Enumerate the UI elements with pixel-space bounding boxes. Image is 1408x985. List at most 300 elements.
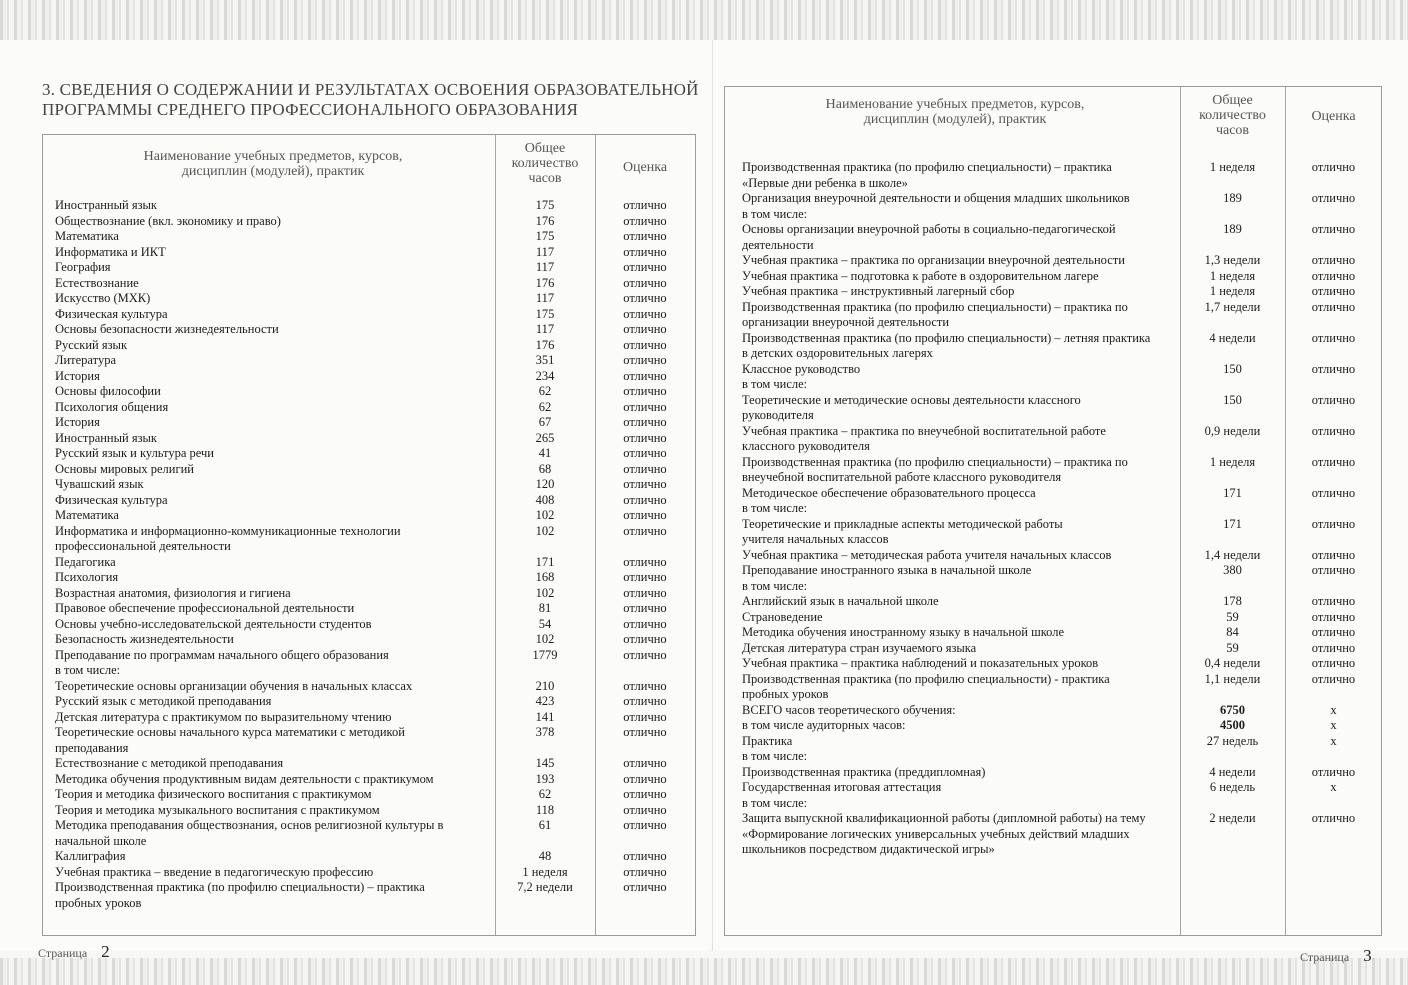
subject-name: История: [55, 368, 100, 383]
grade-cell: отлично: [623, 244, 667, 259]
table-row: [725, 191, 1379, 207]
scan-edge-bottom: [0, 958, 1408, 985]
table-row: [43, 384, 693, 400]
grade-cell: отлично: [623, 446, 667, 460]
table-row: [43, 214, 693, 230]
grade-cell: отлично: [623, 213, 667, 228]
hours-cell: 178: [1223, 594, 1242, 608]
subject-name: ВСЕГО часов теоретического обучения:: [742, 702, 956, 717]
table-row: [43, 818, 693, 834]
subject-name: Педагогика: [55, 554, 116, 569]
subject-name: Психология общения: [55, 399, 169, 414]
table-row: [43, 756, 693, 772]
header-grade: Оценка: [1311, 109, 1356, 124]
subject-name: Русский язык с методикой преподавания: [55, 694, 272, 708]
hours-cell: 68: [538, 461, 552, 476]
subject-name: Учебная практика – практика наблюдений и показательных уроков: [742, 656, 1099, 670]
subject-name: Учебная практика – практика по организации внеурочной деятельности: [742, 253, 1125, 267]
hours-cell: 118: [535, 802, 555, 817]
subject-name: Преподавание по программам начального общего образования: [55, 647, 389, 662]
subject-name: Теоретические и методические основы деятельности классного: [742, 392, 1081, 407]
subjects-table-right: [724, 86, 1382, 936]
subject-name: Практика: [742, 733, 793, 748]
table-row: [725, 222, 1379, 238]
table-row: [43, 617, 693, 633]
grade-cell: отлично: [623, 570, 667, 584]
grade-cell: отлично: [623, 306, 667, 321]
grade-cell: отлично: [623, 477, 667, 491]
table-row: [43, 555, 693, 571]
hours-cell: 1,1 недели: [1204, 671, 1261, 686]
grade-cell: отлично: [623, 368, 667, 383]
subject-name: в том числе:: [742, 578, 808, 593]
subject-name: Преподавание иностранного языка в начальной школе: [742, 563, 1032, 577]
table-row: [43, 648, 693, 664]
subject-name: Правовое обеспечение профессиональной деятельности: [55, 601, 355, 615]
subject-name: Методика обучения продуктивным видам деятельности с практикумом: [55, 771, 434, 786]
page-number-right: [1300, 946, 1372, 966]
table-row: [43, 849, 693, 865]
grade-cell: отлично: [623, 198, 667, 212]
hours-cell: 7,2 недели: [517, 880, 573, 894]
subject-name: Психология: [55, 570, 119, 584]
hours-cell: 175: [535, 198, 555, 212]
header-hours: Общее количество часов: [511, 141, 579, 186]
subject-name: Методика преподавания обществознания, основ религиозной культуры в: [55, 818, 444, 832]
header-name: Наименование учебных предметов, курсов, дисциплин (модулей), практик: [825, 97, 1085, 127]
hours-cell: 27 недель: [1206, 733, 1259, 748]
table-row: [725, 346, 1379, 362]
grade-cell: отлично: [623, 415, 667, 429]
subject-name: Математика: [55, 229, 119, 243]
grade-cell: отлично: [1311, 268, 1356, 283]
table-row: [725, 362, 1379, 378]
grade-cell: отлично: [623, 260, 667, 274]
grade-cell: отлично: [623, 818, 667, 832]
grade-cell: отлично: [623, 492, 667, 507]
table-row: [725, 439, 1379, 455]
hours-cell: 1779: [532, 647, 558, 662]
grade-cell: отлично: [623, 337, 667, 352]
hours-cell: 1,7 недели: [1204, 299, 1261, 314]
hours-cell: 176: [535, 275, 555, 290]
table-row: [43, 245, 693, 261]
table-row: [725, 811, 1379, 827]
table-row: [43, 276, 693, 292]
table-row: [43, 787, 693, 803]
table-row: [43, 741, 693, 757]
grade-cell: отлично: [1311, 625, 1356, 639]
table-row: [725, 408, 1379, 424]
hours-cell: 1 неделя: [1209, 268, 1256, 283]
subject-name: начальной школе: [55, 833, 147, 848]
grade-cell: отлично: [623, 399, 667, 414]
table-row: [725, 734, 1379, 750]
subject-name: преподавания: [55, 740, 129, 755]
hours-cell: 171: [1223, 485, 1242, 500]
grade-cell: отлично: [623, 430, 667, 445]
grade-cell: отлично: [623, 849, 667, 863]
table-row: [725, 563, 1379, 579]
hours-cell: 59: [1226, 609, 1239, 624]
table-row: [725, 625, 1379, 641]
subject-name: Естествознание с методикой преподавания: [55, 756, 284, 770]
subject-name: Учебная практика – инструктивный лагерный сбор: [742, 284, 1015, 298]
table-row: [725, 641, 1379, 657]
page-num: 2: [101, 942, 110, 961]
grade-cell: отлично: [623, 523, 667, 538]
grade-cell: отлично: [1311, 563, 1356, 577]
table-row: [725, 470, 1379, 486]
hours-cell: 265: [535, 430, 555, 445]
grade-cell: x: [1330, 733, 1337, 748]
table-row: [43, 725, 693, 741]
subject-name: Английский язык в начальной школе: [742, 594, 939, 608]
table-row: [43, 508, 693, 524]
page-label: Страница: [1300, 950, 1350, 964]
subject-name: Основы мировых религий: [55, 461, 194, 476]
table-row: [43, 462, 693, 478]
grade-cell: отлично: [1311, 253, 1356, 267]
table-row: [725, 594, 1379, 610]
table-row: [43, 322, 693, 338]
subject-name: Иностранный язык: [55, 198, 157, 212]
grade-cell: отлично: [1311, 594, 1356, 608]
table-row: [725, 842, 1379, 858]
table-row: [43, 710, 693, 726]
table-row: [725, 517, 1379, 533]
subject-name: Производственная практика (по профилю специальности) - практика: [742, 671, 1110, 686]
grade-cell: отлично: [1311, 299, 1356, 314]
hours-cell: 117: [535, 322, 555, 336]
grade-cell: отлично: [1311, 191, 1356, 205]
subject-name: организации внеурочной деятельности: [742, 315, 950, 329]
hours-cell: 48: [538, 849, 552, 863]
hours-cell: 175: [535, 229, 555, 243]
table-row: [725, 765, 1379, 781]
table-row: [43, 803, 693, 819]
subject-name: пробных уроков: [55, 895, 142, 910]
hours-cell: 150: [1223, 361, 1242, 376]
hours-cell: 0,4 недели: [1204, 656, 1261, 670]
grade-cell: отлично: [623, 864, 667, 879]
grade-cell: отлично: [623, 275, 667, 290]
hours-cell: 145: [535, 756, 555, 770]
hours-cell: 102: [535, 508, 555, 522]
table-row: [725, 486, 1379, 502]
table-row: [725, 796, 1379, 812]
table-row: [725, 532, 1379, 548]
hours-cell: 4 недели: [1209, 330, 1256, 345]
hours-cell: 4500: [1220, 718, 1245, 732]
grade-cell: отлично: [623, 880, 667, 894]
grade-cell: отлично: [623, 616, 667, 631]
hours-cell: 408: [535, 492, 555, 507]
subject-name: Теоретические основы организации обучения в начальных классах: [55, 678, 413, 693]
table-row: [725, 300, 1379, 316]
subject-name: Классное руководство: [742, 361, 861, 376]
subject-name: Производственная практика (по профилю специальности) – практика по: [742, 299, 1128, 314]
grade-cell: отлично: [623, 229, 667, 243]
table-row: [43, 570, 693, 586]
table-row: [43, 663, 693, 679]
table-row: [725, 207, 1379, 223]
hours-cell: 102: [535, 585, 555, 600]
table-row: [725, 548, 1379, 564]
hours-cell: 193: [535, 771, 555, 786]
page-num: 3: [1363, 946, 1372, 965]
subject-name: школьников посредством дидактической игры»: [742, 842, 995, 856]
header-hours: Общее количество часов: [1199, 93, 1266, 138]
hours-cell: 189: [1223, 222, 1242, 236]
table-row: [725, 656, 1379, 672]
hours-cell: 168: [535, 570, 555, 584]
grade-cell: отлично: [623, 353, 667, 367]
hours-cell: 351: [535, 353, 555, 367]
table-row: [43, 307, 693, 323]
hours-cell: 117: [535, 244, 555, 259]
table-row: [43, 772, 693, 788]
hours-cell: 189: [1223, 191, 1242, 205]
subject-name: Учебная практика – введение в педагогическую профессию: [55, 864, 374, 879]
subject-name: в том числе аудиторных часов:: [742, 718, 906, 732]
table-row: [43, 880, 693, 896]
hours-cell: 380: [1223, 563, 1242, 577]
section-title: 3. СВЕДЕНИЯ О СОДЕРЖАНИИ И РЕЗУЛЬТАТАХ ОСВОЕНИЯ ОБРАЗОВАТЕЛЬНОЙ ПРОГРАММЫ СРЕДНЕГО ПРОФЕССИОНАЛЬНОГО ОБРАЗОВАНИЯ: [42, 80, 699, 119]
subject-name: Производственная практика (по профилю специальности) – практика по: [742, 454, 1128, 469]
table-row: [725, 780, 1379, 796]
grade-cell: отлично: [623, 678, 667, 693]
hours-cell: 1 неделя: [522, 864, 568, 879]
subject-name: Физическая культура: [55, 306, 168, 321]
table-row: [725, 579, 1379, 595]
header-name: Наименование учебных предметов, курсов, дисциплин (модулей), практик: [143, 149, 403, 179]
hours-cell: 62: [538, 399, 552, 414]
subject-name: в том числе:: [742, 795, 808, 810]
subject-name: Методика обучения иностранному языку в начальной школе: [742, 625, 1065, 639]
subject-name: Каллиграфия: [55, 849, 126, 863]
hours-cell: 62: [538, 384, 552, 398]
subject-name: Математика: [55, 508, 119, 522]
hours-cell: 59: [1226, 640, 1239, 655]
grade-cell: отлично: [1311, 284, 1356, 298]
grade-cell: отлично: [1311, 485, 1356, 500]
subject-name: Естествознание: [55, 275, 139, 290]
subject-name: Государственная итоговая аттестация: [742, 780, 942, 794]
grade-cell: отлично: [1311, 160, 1356, 174]
grade-cell: отлично: [623, 756, 667, 770]
hours-cell: 117: [535, 291, 555, 305]
table-row: [43, 369, 693, 385]
hours-cell: 81: [538, 601, 552, 615]
hours-cell: 234: [535, 368, 555, 383]
grade-cell: отлично: [1311, 392, 1356, 407]
subject-name: Физическая культура: [55, 492, 168, 507]
table-row: [43, 400, 693, 416]
table-row: [43, 198, 693, 214]
grade-cell: отлично: [1311, 671, 1356, 686]
table-row: [43, 896, 693, 912]
hours-cell: 120: [535, 477, 555, 491]
subject-name: Безопасность жизнедеятельности: [55, 632, 234, 646]
hours-cell: 6 недель: [1209, 780, 1256, 794]
grade-cell: отлично: [623, 771, 667, 786]
subject-name: пробных уроков: [742, 687, 829, 701]
subject-name: «Первые дни ребенка в школе»: [742, 175, 908, 190]
hours-cell: 54: [538, 616, 552, 631]
table-row: [43, 601, 693, 617]
hours-cell: 176: [535, 337, 555, 352]
grade-cell: отлично: [1311, 656, 1356, 670]
table-row: [725, 672, 1379, 688]
grade-cell: отлично: [1311, 640, 1356, 655]
subject-name: Чувашский язык: [55, 477, 144, 491]
hours-cell: 1 неделя: [1209, 160, 1256, 174]
grade-cell: отлично: [623, 322, 667, 336]
subject-name: Основы учебно-исследовательской деятельности студентов: [55, 616, 372, 631]
table-row: [43, 338, 693, 354]
hours-cell: 2 недели: [1209, 811, 1256, 825]
table-row: [725, 718, 1379, 734]
hours-cell: 141: [535, 709, 555, 724]
subject-name: Теория и методика музыкального воспитания с практикумом: [55, 802, 380, 817]
subject-name: «Формирование логических универсальных учебных действий младших: [742, 826, 1130, 841]
table-row: [43, 477, 693, 493]
table-row: [725, 160, 1379, 176]
hours-cell: 4 недели: [1209, 764, 1256, 779]
subject-name: в том числе:: [55, 663, 121, 677]
subject-name: Теория и методика физического воспитания с практикумом: [55, 787, 372, 801]
subject-name: в том числе:: [742, 501, 808, 515]
grade-cell: отлично: [623, 694, 667, 708]
grade-cell: отлично: [623, 787, 667, 801]
subject-name: Производственная практика (по профилю специальности) – практика: [742, 160, 1112, 174]
header-grade: Оценка: [622, 160, 668, 175]
subject-name: Информатика и ИКТ: [55, 244, 166, 259]
subject-name: История: [55, 415, 100, 429]
table-row: [43, 865, 693, 881]
table-row: [43, 539, 693, 555]
hours-cell: 102: [535, 632, 555, 646]
grade-cell: x: [1330, 702, 1337, 717]
hours-cell: 84: [1226, 625, 1239, 639]
table-row: [725, 501, 1379, 517]
table-row: [43, 446, 693, 462]
subject-name: в том числе:: [742, 377, 808, 391]
table-row: [43, 431, 693, 447]
table-row: [725, 703, 1379, 719]
table-row: [43, 694, 693, 710]
subject-name: Учебная практика – методическая работа учителя начальных классов: [742, 547, 1112, 562]
table-row: [725, 455, 1379, 471]
subject-name: Методическое обеспечение образовательного процесса: [742, 485, 1036, 500]
table-row: [725, 269, 1379, 285]
subject-name: деятельности: [742, 237, 814, 252]
hours-cell: 6750: [1220, 702, 1245, 717]
page-number-left: [38, 942, 110, 962]
grade-cell: отлично: [1311, 454, 1356, 469]
grade-cell: отлично: [623, 554, 667, 569]
table-row: [43, 586, 693, 602]
grade-cell: отлично: [623, 647, 667, 662]
grade-cell: отлично: [623, 725, 667, 739]
subject-name: Иностранный язык: [55, 430, 157, 445]
hours-cell: 117: [535, 260, 555, 274]
grade-cell: отлично: [623, 384, 667, 398]
grade-cell: x: [1330, 780, 1337, 794]
hours-cell: 0,9 недели: [1204, 423, 1261, 438]
subject-name: Производственная практика (преддипломная): [742, 764, 986, 779]
subject-name: География: [55, 260, 111, 274]
subject-name: в детских оздоровительных лагерях: [742, 346, 933, 360]
grade-cell: отлично: [623, 632, 667, 646]
table-row: [725, 687, 1379, 703]
table-row: [725, 176, 1379, 192]
grade-cell: x: [1330, 718, 1337, 732]
table-row: [43, 632, 693, 648]
grade-cell: отлично: [1311, 361, 1356, 376]
subject-name: Детская литература с практикумом по выразительному чтению: [55, 709, 392, 724]
hours-cell: 175: [535, 306, 555, 321]
grade-cell: отлично: [1311, 423, 1356, 438]
grade-cell: отлично: [1311, 764, 1356, 779]
grade-cell: отлично: [623, 709, 667, 724]
subject-name: в том числе:: [742, 206, 808, 221]
table-row: [725, 284, 1379, 300]
grade-cell: отлично: [623, 461, 667, 476]
table-row: [43, 260, 693, 276]
table-row: [725, 393, 1379, 409]
subject-name: Возрастная анатомия, физиология и гигиена: [55, 585, 291, 600]
subject-name: Страноведение: [742, 609, 823, 624]
table-row: [725, 253, 1379, 269]
grade-cell: отлично: [1311, 547, 1356, 562]
table-row: [43, 493, 693, 509]
table-row: [725, 424, 1379, 440]
hours-cell: 1 неделя: [1209, 284, 1256, 298]
hours-cell: 150: [1223, 392, 1242, 407]
subject-name: Русский язык: [55, 337, 128, 352]
hours-cell: 102: [535, 523, 555, 538]
subject-name: Русский язык и культура речи: [55, 446, 214, 460]
hours-cell: 1,4 недели: [1204, 547, 1261, 562]
subject-name: Теоретические основы начального курса математики с методикой: [55, 725, 405, 739]
subject-name: Защита выпускной квалификационной работы (дипломной работы) на тему: [742, 811, 1146, 825]
hours-cell: 378: [535, 725, 555, 739]
hours-cell: 171: [535, 554, 555, 569]
subject-name: Производственная практика (по профилю специальности) – практика: [55, 880, 425, 894]
hours-cell: 62: [538, 787, 552, 801]
grade-cell: отлично: [1311, 811, 1356, 825]
table-row: [725, 238, 1379, 254]
hours-cell: 210: [535, 678, 555, 693]
subject-name: Основы безопасности жизнедеятельности: [55, 322, 279, 336]
hours-cell: 171: [1223, 516, 1242, 531]
subject-name: внеучебной воспитательной работе классного руководителя: [742, 470, 1062, 484]
hours-cell: 67: [538, 415, 552, 429]
grade-cell: отлично: [623, 802, 667, 817]
subject-name: Теоретические и прикладные аспекты методической работы: [742, 516, 1063, 531]
grade-cell: отлично: [623, 601, 667, 615]
table-row: [43, 834, 693, 850]
hours-cell: 1,3 недели: [1204, 253, 1261, 267]
grade-cell: отлично: [623, 508, 667, 522]
hours-cell: 41: [538, 446, 552, 460]
subject-name: руководителя: [742, 408, 814, 422]
subject-name: в том числе:: [742, 749, 808, 763]
table-row: [43, 415, 693, 431]
subject-name: учителя начальных классов: [742, 532, 889, 546]
